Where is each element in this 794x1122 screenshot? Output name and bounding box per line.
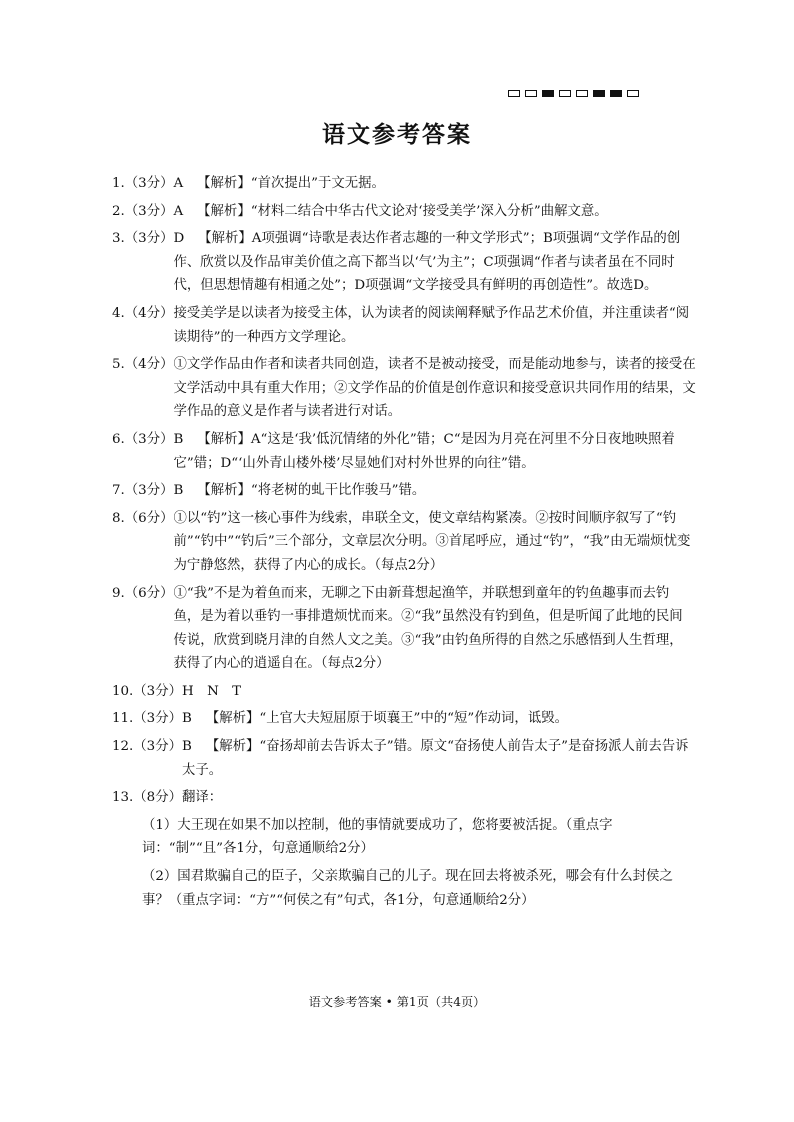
empty-box-mark (559, 90, 571, 97)
answer-item (112, 582, 696, 676)
item-number: 3. (112, 231, 125, 247)
item-score: （3分） (124, 231, 174, 247)
analysis-tag: 【解析】 (205, 739, 260, 755)
item-body: “材料二结合中华古代文论对‘接受美学’深入分析”曲解文意。 (250, 203, 608, 219)
item-text (173, 479, 696, 503)
answer-item (112, 680, 696, 704)
item-score: （4分） (124, 305, 174, 321)
item-text (173, 428, 696, 475)
filled-box-mark (593, 90, 605, 97)
answer-item (112, 707, 696, 731)
filled-box-mark (610, 90, 622, 97)
item-body: A项强调“诗歌是表达作者志趣的一种文学形式”；B项强调“文学作品的创作、欣赏以及作品审美价值之高下都当以‘气’为主”；C项强调“作者与读者虽在不同时代，但思想情趣有相通之处”；D项强调“文学接受具有鲜明的再创造性”。故选D。 (173, 231, 681, 294)
item-body: ①以“钓”这一核心事件为线索，串联全文，使文章结构紧凑。②按时间顺序叙写了“钓前”“钓中”“钓后”三个部分，文章层次分明。③首尾呼应，通过“钓”，“我”由无端烦忧变为宁静悠然，获得了内心的成长。（每点2分） (173, 510, 691, 573)
item-score: （6分） (124, 585, 174, 601)
item-score: （4分） (124, 357, 174, 373)
answer-item (112, 227, 696, 298)
item-answer: B (182, 739, 192, 755)
item-score: （3分） (133, 683, 182, 699)
item-body: 翻译： (182, 790, 223, 806)
item-answer: B (182, 711, 192, 727)
item-body: ①“我”不是为着鱼而来，无聊之下由新葺想起渔竿，并联想到童年的钓鱼趣事而去钓鱼，是为着以垂钓一事排遣烦忧而来。②“我”虽然没有钓到鱼，但是听闻了此地的民间传说，欣赏到晓月津的自然人文之美。③“我”由钓鱼所得的自然之乐感悟到人生哲理，获得了内心的逍遥自在。（每点2分） (173, 585, 683, 672)
item-body: A“这是‘我’低沉情绪的外化”错；C“是因为月亮在河里不分日夜地映照着它”错；D“‘山外青山楼外楼’尽显她们对村外世界的向往”错。 (173, 431, 675, 471)
item-body: H N T (182, 683, 242, 699)
item-number: 13. (112, 790, 134, 806)
item-number: 2. (112, 203, 125, 219)
item-text (173, 302, 696, 349)
item-number: 12. (112, 739, 134, 755)
item-number: 4. (112, 305, 125, 321)
item-number: 9. (112, 585, 125, 601)
item-body: “将老树的虬干比作骏马”错。 (250, 483, 426, 499)
answer-list (112, 172, 696, 916)
item-text (173, 582, 696, 676)
analysis-tag: 【解析】 (197, 176, 251, 191)
item-body: ①文学作品由作者和读者共同创造，读者不是被动接受，而是能动地参与，读者的接受在文学活动中具有重大作用；②文学作品的价值是创作意识和接受意识共同作用的结果，文学作品的意义是作者与读者进行对话。 (173, 357, 696, 420)
item-answer: B (173, 483, 184, 499)
answer-item (112, 200, 696, 224)
item-score: （3分） (124, 203, 174, 219)
analysis-tag: 【解析】 (197, 203, 251, 219)
header-box-strip (508, 90, 639, 97)
item-text (173, 172, 696, 196)
answer-item (112, 786, 696, 810)
item-number: 8. (112, 510, 125, 526)
answer-item (112, 172, 696, 196)
translation-item: （1）大王现在如果不加以控制，他的事情就要成功了，您将要被活捉。（重点字词：“制”“且”各1分，句意通顺给2分） (142, 817, 613, 857)
filled-box-mark (542, 90, 554, 97)
item-text (173, 200, 696, 224)
item-score: （3分） (133, 739, 182, 755)
analysis-tag: 【解析】 (205, 711, 260, 727)
item-answer: A (173, 176, 184, 191)
item-score: （3分） (124, 431, 174, 447)
item-body: “奋扬却前去告诉太子”错。原文“奋扬使人前告太子”是奋扬派人前去告诉太子。 (182, 739, 689, 778)
answer-item (112, 302, 696, 349)
item-number: 1. (112, 176, 125, 191)
item-text (182, 786, 696, 810)
item-text (182, 735, 696, 782)
empty-box-mark (508, 90, 520, 97)
empty-box-mark (627, 90, 639, 97)
answer-item (112, 428, 696, 475)
item-score: （3分） (133, 711, 182, 727)
item-score: （6分） (124, 510, 174, 526)
item-number: 11. (112, 711, 134, 727)
item-number: 10. (112, 683, 134, 699)
item-body: “首次提出”于文无据。 (250, 176, 385, 191)
answer-item (112, 479, 696, 503)
item-text (173, 507, 696, 578)
item-text (173, 227, 696, 298)
answer-item (112, 507, 696, 578)
item-score: （3分） (124, 483, 174, 499)
item-score: （8分） (133, 790, 182, 806)
item-number: 6. (112, 431, 125, 447)
analysis-tag: 【解析】 (197, 483, 251, 499)
item-number: 5. (112, 357, 125, 373)
item-answer: D (173, 231, 185, 247)
item-text (182, 707, 696, 731)
item-answer: A (173, 203, 184, 219)
item-score: （3分） (124, 176, 174, 191)
translation-item: （2）国君欺骗自己的臣子，父亲欺骗自己的儿子。现在回去将被杀死，哪会有什么封侯之事？（重点字词：“方”“何侯之有”句式，各1分，句意通顺给2分） (142, 869, 673, 908)
analysis-tag: 【解析】 (198, 231, 252, 247)
page-footer: 语文参考答案 • 第1页（共4页） (308, 995, 486, 1009)
item-text (182, 680, 696, 704)
answer-item (112, 735, 696, 782)
item-number: 7. (112, 483, 125, 499)
empty-box-mark (525, 90, 537, 97)
item-body: 接受美学是以读者为接受主体，认为读者的阅读阐释赋予作品艺术价值，并注重读者“阅读期待”的一种西方文学理论。 (173, 305, 690, 345)
analysis-tag: 【解析】 (197, 431, 251, 447)
answer-item (112, 353, 696, 424)
item-body: “上官大夫短屈原于顷襄王”中的“短”作动词，诋毁。 (259, 711, 568, 727)
page-title: 语文参考答案 (322, 121, 472, 148)
item-text (173, 353, 696, 424)
empty-box-mark (576, 90, 588, 97)
item-answer: B (173, 431, 184, 447)
